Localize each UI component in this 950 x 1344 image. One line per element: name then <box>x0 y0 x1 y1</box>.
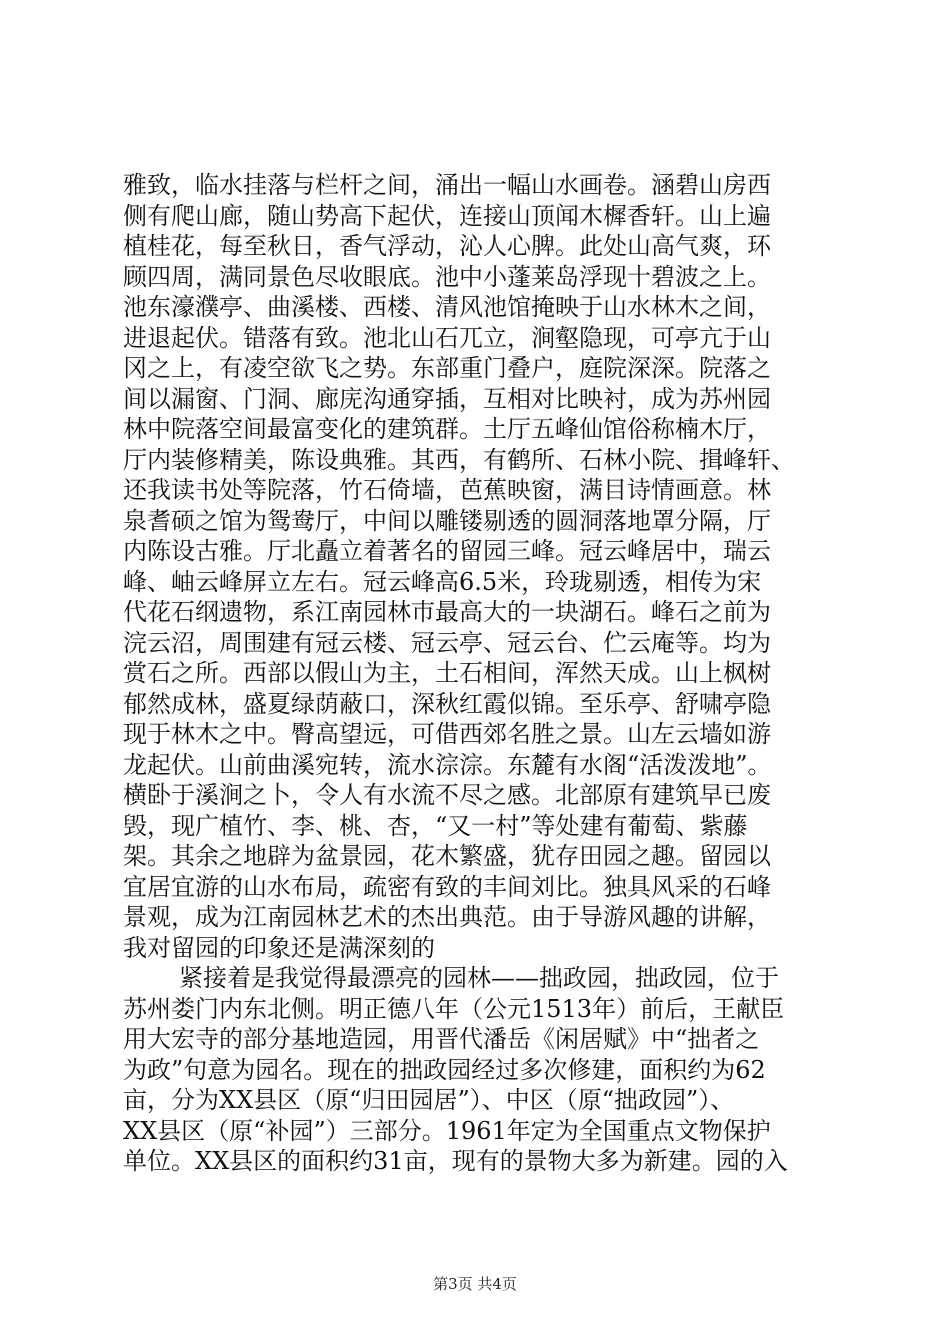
text-line: 我对留园的印象还是满深刻的 <box>123 933 435 962</box>
text-line: XX县区（原“补园”）三部分。1961年定为全国重点文物保护 <box>123 1116 771 1145</box>
text-line: 间以漏窗、门洞、廊庑沟通穿插，互相对比映衬，成为苏州园 <box>123 384 771 413</box>
text-line: 还我读书处等院落，竹石倚墙，芭蕉映窗，满目诗情画意。林 <box>123 476 771 504</box>
text-line: 亩，分为XX县区（原“归田园居”）、中区（原“拙政园”）、 <box>123 1086 735 1114</box>
text-line: 内陈设古雅。厅北矗立着著名的留园三峰。冠云峰居中，瑞云 <box>123 537 771 565</box>
text-line: 横卧于溪涧之卜，令人有水流不尽之感。北部原有建筑早已废 <box>123 781 771 809</box>
text-line: 浣云沼，周围建有冠云楼、冠云亭、冠云台、伫云庵等。均为 <box>123 628 771 657</box>
text-line: 雅致，临水挂落与栏杆之间，涌出一幅山水画卷。涵碧山房西 <box>123 171 771 199</box>
text-line: 顾四周，满同景色尽收眼底。池中小蓬莱岛浮现十碧波之上。 <box>123 262 771 291</box>
text-line: 宜居宜游的山水布局，疏密有致的丰间刘比。独具风采的石峰 <box>123 872 771 901</box>
text-line: 龙起伏。山前曲溪宛转，流水淙淙。东麓有水阁“活泼泼地”。 <box>123 750 772 779</box>
text-line: 郁然成林，盛夏绿荫蔽口，深秋红霞似锦。至乐亭、舒啸亭隐 <box>123 689 771 718</box>
text-line: 进退起伏。错落有致。池北山石兀立，涧壑隐现，可亭亢于山 <box>123 323 771 352</box>
text-line: 冈之上，有凌空欲飞之势。东部重门叠户，庭院深深。院落之 <box>123 354 771 382</box>
paragraph <box>123 170 843 963</box>
text-line: 代花石纲遗物，系江南园林巿最高大的一块湖石。峰石之前为 <box>123 598 771 626</box>
text-line: 池东濠濮亭、曲溪楼、西楼、清风池馆掩映于山水林木之间， <box>123 293 771 321</box>
text-line: 架。其余之地辟为盆景园，花木繁盛，犹存田园之趣。留园以 <box>123 842 771 870</box>
text-line: 赏石之所。西部以假山为主，土石相间，浑然天成。山上枫树 <box>123 659 771 687</box>
text-line: 侧有爬山廊，随山势高下起伏，连接山顶闻木樨香轩。山上遍 <box>123 201 771 230</box>
text-line: 苏州娄门内东北侧。明正德八年（公元1513年）前后，王献臣 <box>123 994 785 1023</box>
text-line: 植桂花，每至秋日，香气浮动，沁人心脾。此处山高气爽，环 <box>123 232 771 260</box>
text-line: 厅内装修精美，陈设典雅。其西，有鹤所、石林小院、揖峰轩、 <box>123 445 795 474</box>
text-line: 毁，现广植竹、李、桃、杏，“又一村”等处建有葡萄、紫藤 <box>123 811 748 840</box>
paragraph <box>123 963 843 1177</box>
text-line: 泉耆硕之馆为鸳鸯厅，中间以雕镂剔透的圆洞落地罩分隔，厅 <box>123 506 771 535</box>
text-line: 景观，成为江南园林艺术的杰出典范。由于导游风趣的讲解， <box>123 903 771 931</box>
page-footer: 第3页 共4页 <box>433 1275 517 1293</box>
text-line: 用大宏寺的部分基地造园，用晋代潘岳《闲居赋》中“拙者之 <box>123 1025 760 1053</box>
text-line: 紧接着是我觉得最漂亮的园林——拙政园，拙政园，位于 <box>179 964 779 992</box>
text-line: 为政”句意为园名。现在的拙政园经过多次修建，面积约为62 <box>123 1055 766 1084</box>
text-line: 单位。XX县区的面积约31亩，现有的景物大多为新建。园的入 <box>123 1147 788 1175</box>
document-body <box>123 170 843 1177</box>
text-line: 峰、岫云峰屏立左右。冠云峰高6.5米，玲珑剔透，相传为宋 <box>123 567 762 596</box>
text-line: 现于林木之中。臀高望远，可借西郊名胜之景。山左云墙如游 <box>123 720 771 748</box>
text-line: 林中院落空间最富变化的建筑群。土厅五峰仙馆俗称楠木厅， <box>123 415 771 443</box>
